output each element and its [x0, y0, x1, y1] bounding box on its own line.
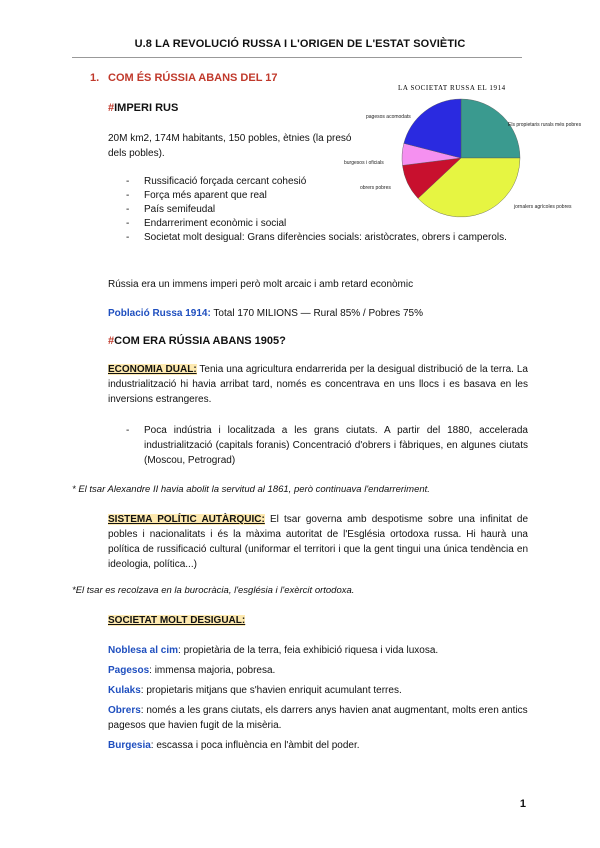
hash-mark: # — [108, 102, 115, 114]
slice-label: burgesos i oficials — [344, 160, 384, 166]
societat-label: SOCIETAT MOLT DESIGUAL: — [108, 615, 246, 626]
section-heading — [90, 72, 278, 84]
term: Noblesa al cim — [108, 645, 179, 656]
title-divider — [72, 57, 522, 58]
imperi-summary: Rússia era un immens imperi però molt arcaic i amb retard econòmic — [108, 279, 414, 290]
imperi-intro: 20M km2, 174M habitants, 150 pobles, ètnies (la presó dels pobles). — [108, 133, 352, 159]
societat-item — [108, 703, 528, 733]
section-number: 1. — [90, 72, 100, 84]
list-item: - Russificació forçada cercant cohesió — [126, 175, 524, 189]
section1905-heading — [108, 335, 286, 347]
hash-mark: # — [108, 335, 115, 347]
sistema-paragraph — [108, 512, 528, 572]
definition: : escassa i poca influència en l'àmbit del poder. — [150, 740, 360, 751]
economia-text: Tenia una agricultura endarrerida per la desigual distribució de la terra. La industrialització hi havia arribat tard, només es concentrava en uns llocs i es basava en les inversions estrangeres. — [108, 364, 528, 405]
list-item: - País semifeudal — [126, 203, 524, 217]
term: Kulaks — [108, 685, 141, 696]
definition: : només a les grans ciutats, els darrers anys havien anat augmentant, molts eren antics pagesos que havien fugit de la misèria. — [108, 705, 528, 731]
term: Obrers — [108, 705, 141, 716]
societat-item — [108, 643, 528, 658]
pie-slice — [461, 99, 520, 158]
societat-heading — [108, 613, 245, 628]
definition: : propietaris mitjans que s'havien enriquit acumulant terres. — [140, 685, 402, 696]
slice-label: jornalers agrícoles pobres — [514, 204, 572, 210]
population-line — [108, 306, 528, 321]
term: Pagesos — [108, 665, 150, 676]
pie-chart-svg — [338, 80, 582, 230]
societat-item — [108, 663, 528, 678]
list-item: - Endarreriment econòmic i social — [126, 217, 524, 231]
definition: : immensa majoria, pobresa. — [149, 665, 276, 676]
imperi-title: IMPERI RUS — [114, 102, 179, 114]
sistema-label: SISTEMA POLÍTIC AUTÀRQUIC: — [108, 514, 265, 525]
slice-label: pagesos acomodats — [366, 114, 411, 120]
list-item: - Força més aparent que real — [126, 189, 524, 203]
definition: : propietària de la terra, feia exhibició riquesa i vida luxosa. — [178, 645, 439, 656]
list-item: - Poca indústria i localitzada a les grans ciutats. A partir del 1880, accelerada industrialització (capitals foranis) Concentració d'obrers i fàbriques, en algunes ciutats (Moscou, Petrograd) — [126, 423, 528, 468]
section-title: COM ÉS RÚSSIA ABANS DEL 17 — [108, 72, 278, 84]
societat-item — [108, 683, 528, 698]
economia-paragraph — [108, 362, 528, 407]
population-label: Població Russa 1914: — [108, 308, 211, 319]
societat-item — [108, 738, 528, 753]
population-text: Total 170 MILIONS — Rural 85% / Pobres 75% — [210, 308, 423, 319]
page-number: 1 — [519, 798, 526, 810]
page-title: U.8 LA REVOLUCIÓ RUSSA I L'ORIGEN DE L'ESTAT SOVIÈTIC — [134, 38, 466, 50]
section1905-title: COM ERA RÚSSIA ABANS 1905? — [114, 335, 286, 347]
economia-label: ECONOMIA DUAL: — [108, 364, 197, 375]
sistema-text: El tsar governa amb despotisme sobre una infinitat de pobles i nacionalitats i és la màxima autoritat de l'Església ortodoxa russa. Hi haurà una política de russificació cultural (uniformar el territori i que la gent tingui una única tendència en ideologia, política...) — [108, 514, 528, 570]
term: Burgesia — [108, 740, 151, 751]
slice-label: obrers pobres — [360, 185, 391, 191]
note-servitud: * El tsar Alexandre II havia abolit la servitud al 1861, però continuava l'endarreriment. — [72, 484, 430, 495]
note-tsar: *El tsar es recolzava en la burocràcia, l'església i l'exèrcit ortodoxa. — [72, 585, 355, 596]
slice-label: Els propietaris rurals més pobres — [508, 122, 582, 128]
list-item: - Societat molt desigual: Grans diferències socials: aristòcrates, obrers i camperols. — [126, 231, 524, 245]
societat-list — [108, 643, 528, 753]
society-chart — [338, 80, 582, 230]
chart-title: LA SOCIETAT RUSSA EL 1914 — [398, 84, 506, 92]
economia-list — [126, 423, 528, 468]
imperi-heading — [108, 102, 178, 114]
